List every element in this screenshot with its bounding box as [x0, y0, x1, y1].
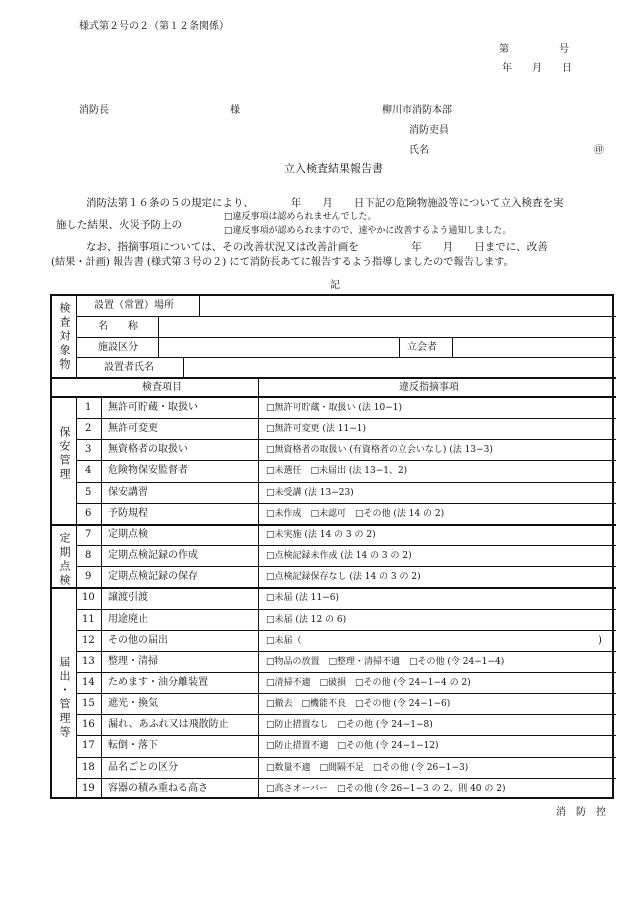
option-no-violation: □違反事項は認められませんでした。: [224, 212, 377, 222]
inspection-item: 保安講習: [108, 486, 148, 498]
violation-item: □数量不適 □間隔不足 □その他 (令 26−1−3): [266, 762, 469, 773]
item-number: 13: [82, 655, 95, 667]
sender-org: 柳川市消防本部: [382, 105, 452, 116]
inspection-item: 遮光・換気: [108, 698, 158, 710]
violation-item: □無資格者の取扱い (有資格者の立会いなし) (法 13−3): [266, 445, 493, 456]
item-number: 11: [82, 613, 95, 625]
item-number: 1: [85, 402, 92, 413]
sender-title: 消防吏員: [409, 125, 449, 136]
facility-type-label: 施設区分: [98, 342, 138, 353]
inspection-item: 定期点検記録の保存: [108, 571, 198, 583]
violation-item: □物品の放置 □整理・清掃不適 □その他 (令 24−1−4): [266, 656, 505, 667]
ki-mark: 記: [330, 280, 340, 291]
violation-item: □点検記録未作成 (法 14 の 3 の 2): [266, 551, 412, 562]
violation-item: □未作成 □未認可 □その他 (法 14 の 2): [266, 508, 445, 519]
inspection-item: 品名ごとの区分: [108, 761, 178, 773]
inspection-item: ためます・油分離装置: [108, 676, 208, 688]
table-row: [52, 503, 616, 524]
sender-name-label: 氏名: [409, 145, 429, 156]
option-violation-found: □違反事項が認められますので、速やかに改善するよう通知しました。: [224, 226, 512, 236]
inspection-item: 無許可変更: [108, 423, 158, 435]
table-row: [52, 545, 616, 566]
item-number: 4: [85, 465, 92, 477]
document-title: 立入検査結果報告書: [284, 162, 383, 175]
header-violation: 違反指摘事項: [399, 382, 459, 393]
inspection-item: 転倒・落下: [108, 740, 158, 752]
item-number: 14: [82, 676, 95, 688]
addressee: 消防長: [79, 105, 109, 116]
table-row: [52, 672, 616, 693]
violation-item: □未届（: [266, 635, 302, 646]
violation-item: □無許可貯蔵・取扱い (法 10−1): [266, 403, 402, 413]
table-row: [52, 439, 616, 460]
inspection-table: [50, 294, 614, 799]
addressee-honorific: 様: [230, 105, 240, 116]
item-number: 18: [82, 761, 95, 773]
item-number: 2: [85, 423, 92, 435]
item-number: 10: [82, 592, 95, 604]
inspection-item: 整理・清掃: [108, 655, 158, 667]
table-row: [52, 397, 616, 418]
document-number: 第 号: [499, 44, 569, 55]
table-row: [52, 735, 616, 756]
violation-item: □未選任 □未届出 (法 13−1、2): [266, 466, 408, 477]
inspection-item: 定期点検: [108, 528, 148, 540]
form-number: 様式第２号の２（第１２条関係）: [79, 21, 229, 32]
item-number: 8: [85, 550, 92, 562]
item-number: 3: [85, 444, 92, 456]
document-date: 年 月 日: [502, 63, 572, 74]
table-row: [52, 651, 616, 672]
table-row: [52, 778, 616, 799]
table-row: [52, 482, 616, 503]
inspection-item: 用途廃止: [108, 613, 148, 625]
item-number: 9: [85, 571, 92, 583]
item-number: 19: [82, 782, 95, 794]
group-label-notification: 届出・管理等: [58, 656, 71, 740]
inspection-item: 容器の積み重ねる高さ: [108, 782, 208, 794]
item-number: 12: [82, 634, 95, 646]
table-row: [52, 418, 616, 439]
violation-item: □未受講 (法 13−23): [266, 487, 354, 498]
table-row: [52, 630, 616, 651]
inspection-item: 無資格者の取扱い: [108, 444, 188, 456]
inspection-item: 危険物保安監督者: [108, 465, 188, 477]
item-number: 15: [82, 698, 95, 710]
table-row: [52, 609, 616, 630]
group-label-inspection-target: 検査対象物: [58, 302, 71, 372]
table-row: [52, 693, 616, 714]
name-label: 名 称: [98, 321, 138, 332]
violation-item: □点検記録保存なし (法 14 の 3 の 2): [266, 572, 421, 583]
group-label-periodic: 定期点検: [58, 532, 71, 588]
body-line-3: なお、指摘事項については、その改善状況又は改善計画を 年 月 日までに、改善: [86, 241, 548, 253]
violation-item: □未届 (法 12 の 6): [266, 614, 347, 625]
item-number: 5: [85, 486, 92, 498]
violation-item: □未実施 (法 14 の 3 の 2): [266, 529, 376, 540]
violation-close-paren: ): [598, 634, 602, 646]
inspection-item: 漏れ、あふれ又は飛散防止: [108, 719, 229, 731]
inspection-item: 譲渡引渡: [108, 592, 148, 604]
inspection-item: その他の届出: [108, 634, 168, 646]
table-row: [52, 524, 616, 545]
inspection-item: 予防規程: [108, 507, 148, 519]
item-number: 6: [85, 507, 92, 519]
table-row: [52, 587, 616, 608]
inspection-item: 無許可貯蔵・取扱い: [108, 402, 198, 413]
item-number: 17: [82, 740, 95, 752]
table-row: [52, 460, 616, 481]
body-line-1: 消防法第１６条の５の規定により、 年 月 日下記の危険物施設等について立入検査を実: [86, 197, 564, 209]
violation-item: □無許可変更 (法 11−1): [266, 424, 366, 435]
table-row: [52, 714, 616, 735]
body-line-2: 施した結果、火災予防上の: [56, 219, 182, 231]
inspection-item: 定期点検記録の作成: [108, 550, 198, 562]
violation-item: □未届 (法 11−6): [266, 593, 339, 604]
table-row: [52, 566, 616, 587]
violation-item: □防止措置不適 □その他 (令 24−1−12): [266, 741, 439, 752]
installer-label: 設置者氏名: [104, 362, 154, 373]
footer-stamp: 消 防 控: [556, 807, 606, 818]
witness-label: 立会者: [407, 342, 437, 353]
location-label: 設置（常置）場所: [94, 300, 174, 311]
violation-item: □高さオーバー □その他 (令 26−1−3 の 2、則 40 の 2): [266, 783, 506, 794]
table-row: [52, 757, 616, 778]
violation-item: □撤去 □機能不良 □その他 (令 24−1−6): [266, 699, 451, 710]
item-number: 16: [82, 719, 95, 731]
seal-mark: ㊞: [594, 145, 604, 156]
item-number: 7: [85, 528, 92, 540]
group-label-safety: 保安管理: [58, 426, 71, 482]
violation-item: □清掃不適 □破損 □その他 (令 24−1−4 の 2): [266, 677, 471, 688]
body-line-4: (結果・計画) 報告書 (様式第３号の２) にて消防長あてに報告するよう指導しましたので報告します。: [51, 257, 514, 268]
violation-item: □防止措置なし □その他 (令 24−1−8): [266, 720, 433, 731]
header-inspection-item: 検査項目: [142, 382, 182, 393]
